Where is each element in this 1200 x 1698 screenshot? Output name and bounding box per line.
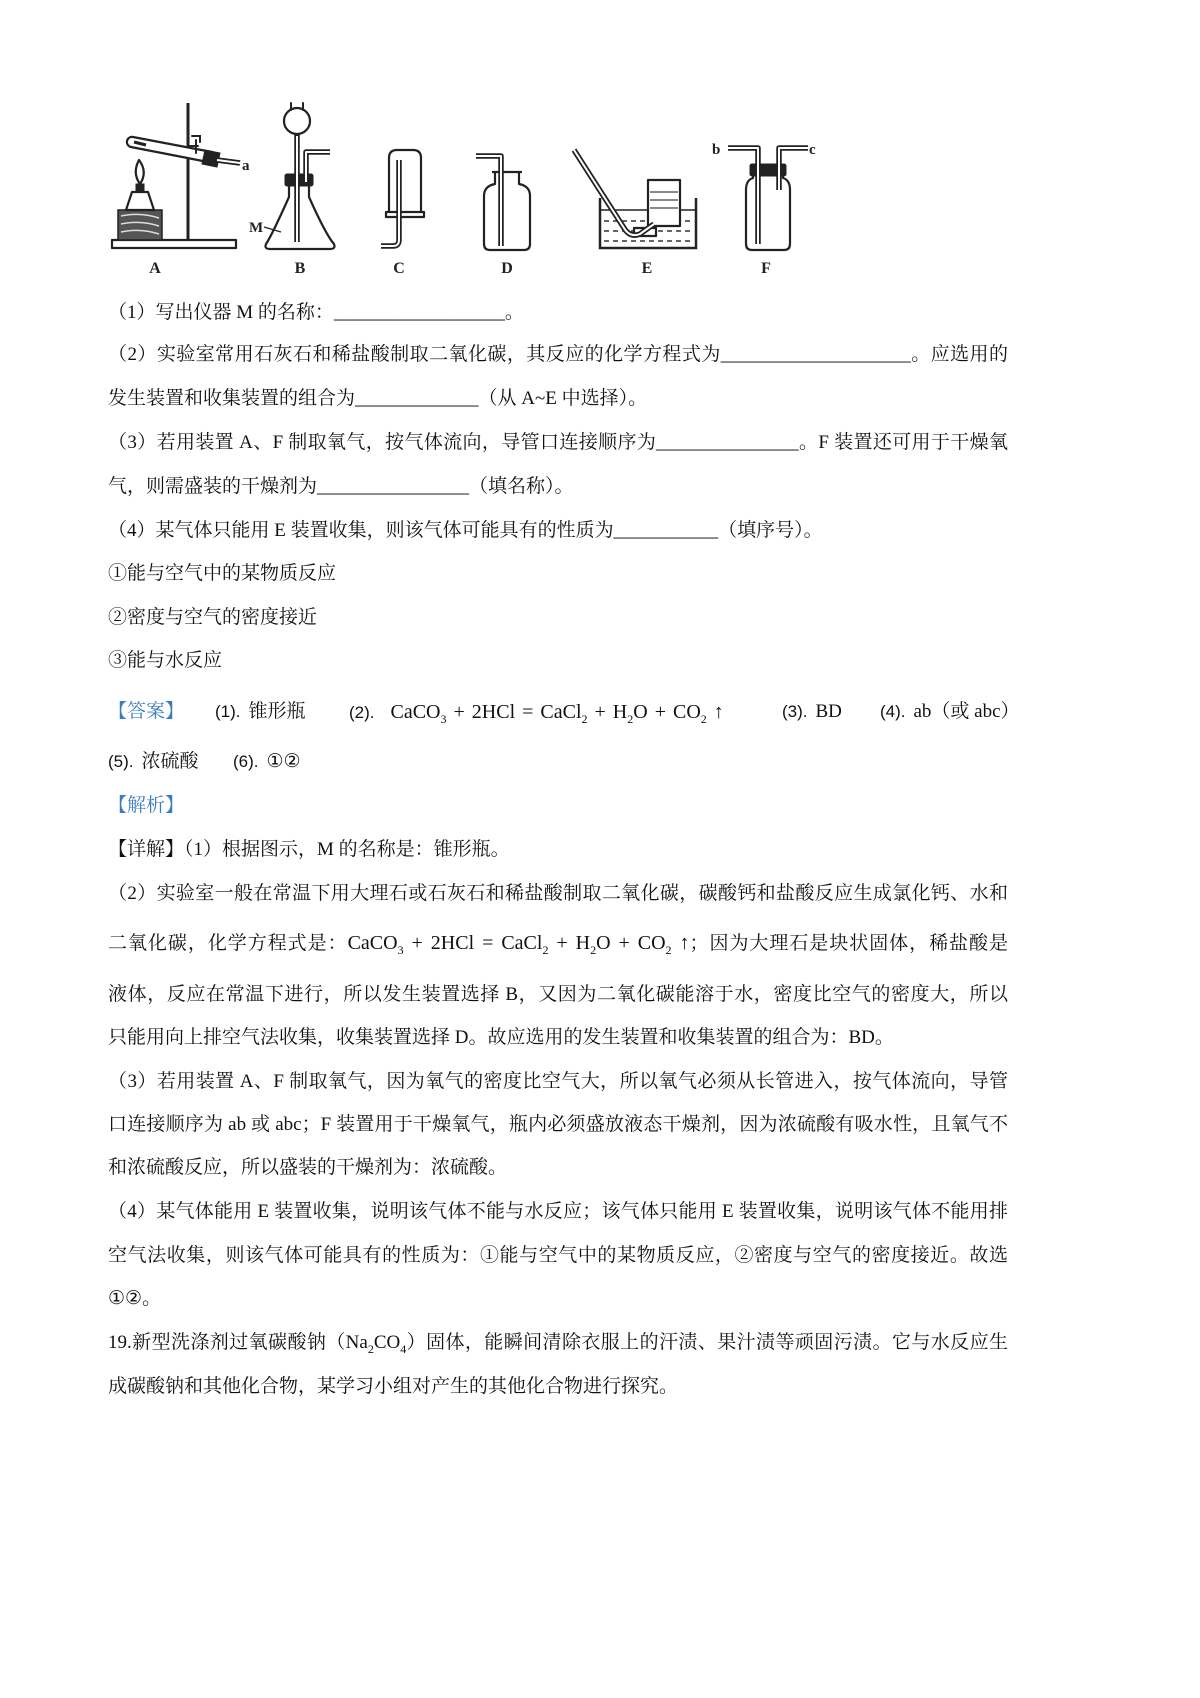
funnel-bulb [284,108,310,134]
subscript: 2 [627,712,634,726]
label-apparatus-f: F [761,260,771,277]
answer-value: 锥形瓶 [248,701,306,722]
apparatus-f [712,142,816,250]
answer-value: ab（或 abc） [913,701,1020,722]
callout-a: a [242,158,250,174]
answer-label: (5). [108,752,134,771]
answer-item-6 [233,746,301,778]
gas-arrow: ↑ [706,701,724,723]
answer-value: 浓硫酸 [141,751,199,772]
subscript: 2 [590,943,597,957]
analysis-detail-2-line-2: 二氧化碳，化学方程式是：CaCO$_3$ + 2HCl = CaCl$_2$ + $H_2O + CO_2$ ↑；因为大理石是块状固体，稀盐酸是 [108,932,1008,957]
subscript: 4 [400,1342,407,1356]
subscript: 3 [440,712,447,726]
answer-item-2 [349,696,724,729]
option-3: ③能与水反应 [108,650,223,671]
answer-value: ①② [266,751,301,772]
callout-b: b [712,142,721,158]
analysis-detail-4-line-3: ①②。 [108,1288,162,1309]
subscript: 2 [542,943,549,957]
answer-item-1 [215,696,306,728]
label-apparatus-b: B [294,260,306,277]
subscript: 2 [581,712,588,726]
label-apparatus-c: C [393,260,405,277]
question-19-line-2: 成碳酸钠和其他化合物，某学习小组对产生的其他化合物进行探究。 [108,1376,679,1397]
analysis-heading: 【解析】 [108,795,185,816]
apparatus-d [476,156,530,250]
chemical-equation: CaCO$_3$ + 2HCl = CaCl$_2$ + $H_2O + CO_2$ ↑ [347,932,690,957]
analysis-detail-3-line-3: 和浓硫酸反应，所以盛装的干燥剂为：浓硫酸。 [108,1157,508,1178]
detail-tag: 【详解】 [108,839,185,860]
apparatus-e [574,150,696,248]
label-apparatus-d: D [501,260,513,277]
answer-label: (6). [233,752,259,771]
question-4: （4）某气体只能用 E 装置收集，则该气体可能具有的性质为___________（填序号）。 [108,520,823,541]
gas-jar-rim [386,212,424,217]
option-2: ②密度与空气的密度接近 [108,607,318,628]
analysis-detail-4-line-1: （4）某气体能用 E 装置收集，说明该气体不能与水反应；该气体只能用 E 装置收集，说明该气体不能用排 [108,1201,1008,1222]
subscript: 2 [700,712,707,726]
apparatus-b [249,103,335,249]
analysis-detail-2-line-1: （2）实验室一般在常温下用大理石或石灰石和稀盐酸制取二氧化碳，碳酸钙和盐酸反应生成氯化钙、水和 [108,883,1008,904]
question-3-line-2: 气，则需盛装的干燥剂为________________（填名称）。 [108,476,574,497]
delivery-tube-e [574,150,654,235]
lamp-wick-holder [136,184,144,192]
iron-stand-base [112,240,236,248]
question-3-line-1: （3）若用装置 A、F 制取氧气，按气体流向，导管口连接顺序为_______________。F 装置还可用于干燥氧 [108,432,1008,453]
answer-item-4 [880,696,1020,728]
collecting-jar-e [648,180,680,226]
label-apparatus-e: E [641,260,653,277]
question-19-line-1: 19.新型洗涤剂过氧碳酸钠$(Na_2CO_4)$固体，能瞬间清除衣服上的汗渍、果汁渍等顽固污渍。它与水反应生 [108,1332,1008,1356]
apparatus-figure [100,95,840,280]
gas-bottle-d [484,172,530,250]
chemical-equation: CaCO$_3$ + 2HCl = CaCl$_2$ + $H_2O + CO_2$ ↑ [390,701,724,726]
subscript: 2 [367,1342,374,1356]
answer-item-3 [782,696,842,728]
alcohol-lamp [126,192,154,210]
question-2-line-1: （2）实验室常用石灰石和稀盐酸制取二氧化碳，其反应的化学方程式为____________________。应选用的 [108,344,1008,365]
flame [136,160,144,184]
callout-m: M [249,220,264,236]
conical-flask [266,184,335,249]
answer-label: (2). [349,703,375,722]
label-apparatus-a: A [149,260,161,277]
inverted-gas-jar [389,150,421,214]
answer-item-5 [108,746,199,778]
gas-arrow: ↑ [671,932,690,954]
question-2-line-2: 发生装置和收集装置的组合为_____________（从 A~E 中选择）。 [108,388,648,409]
analysis-detail-2-line-3: 液体，反应在常温下进行，所以发生装置选择 B，又因为二氧化碳能溶于水，密度比空气的密度大，所以 [108,984,1008,1005]
answer-row-2 [0,746,1200,778]
analysis-detail-3-line-2: 口连接顺序为 ab 或 abc；F 装置用于干燥氧气，瓶内必须盛放液态干燥剂，因为浓硫酸有吸水性，且氧气不 [108,1114,1008,1135]
analysis-detail-2-line-4: 只能用向上排空气法收集，收集装置选择 D。故应选用的发生装置和收集装置的组合为：BD。 [108,1027,894,1048]
answer-value: BD [815,701,842,722]
analysis-detail-3-line-1: （3）若用装置 A、F 制取氧气，因为氧气的密度比空气大，所以氧气必须从长管进入，按气体流向，导管 [108,1071,1008,1092]
answer-label: (3). [782,702,808,721]
answer-label: (4). [880,702,906,721]
callout-c: c [809,142,816,158]
answer-label: (1). [215,702,241,721]
analysis-detail-4-line-2: 空气法收集，则该气体可能具有的性质为：①能与空气中的某物质反应，②密度与空气的密度接近。故选 [108,1245,1008,1266]
question-1: （1）写出仪器 M 的名称：__________________。 [108,302,524,323]
apparatus-c [381,150,424,246]
answer-row-1 [0,696,1200,728]
option-1: ①能与空气中的某物质反应 [108,563,337,584]
subscript: 3 [397,943,404,957]
washing-bottle [746,164,790,250]
analysis-detail-1: 【详解】（1）根据图示，M 的名称是：锥形瓶。 [108,839,510,860]
answer-heading: 【答案】 [108,701,185,722]
apparatus-a [112,103,250,248]
subscript: 2 [665,943,672,957]
